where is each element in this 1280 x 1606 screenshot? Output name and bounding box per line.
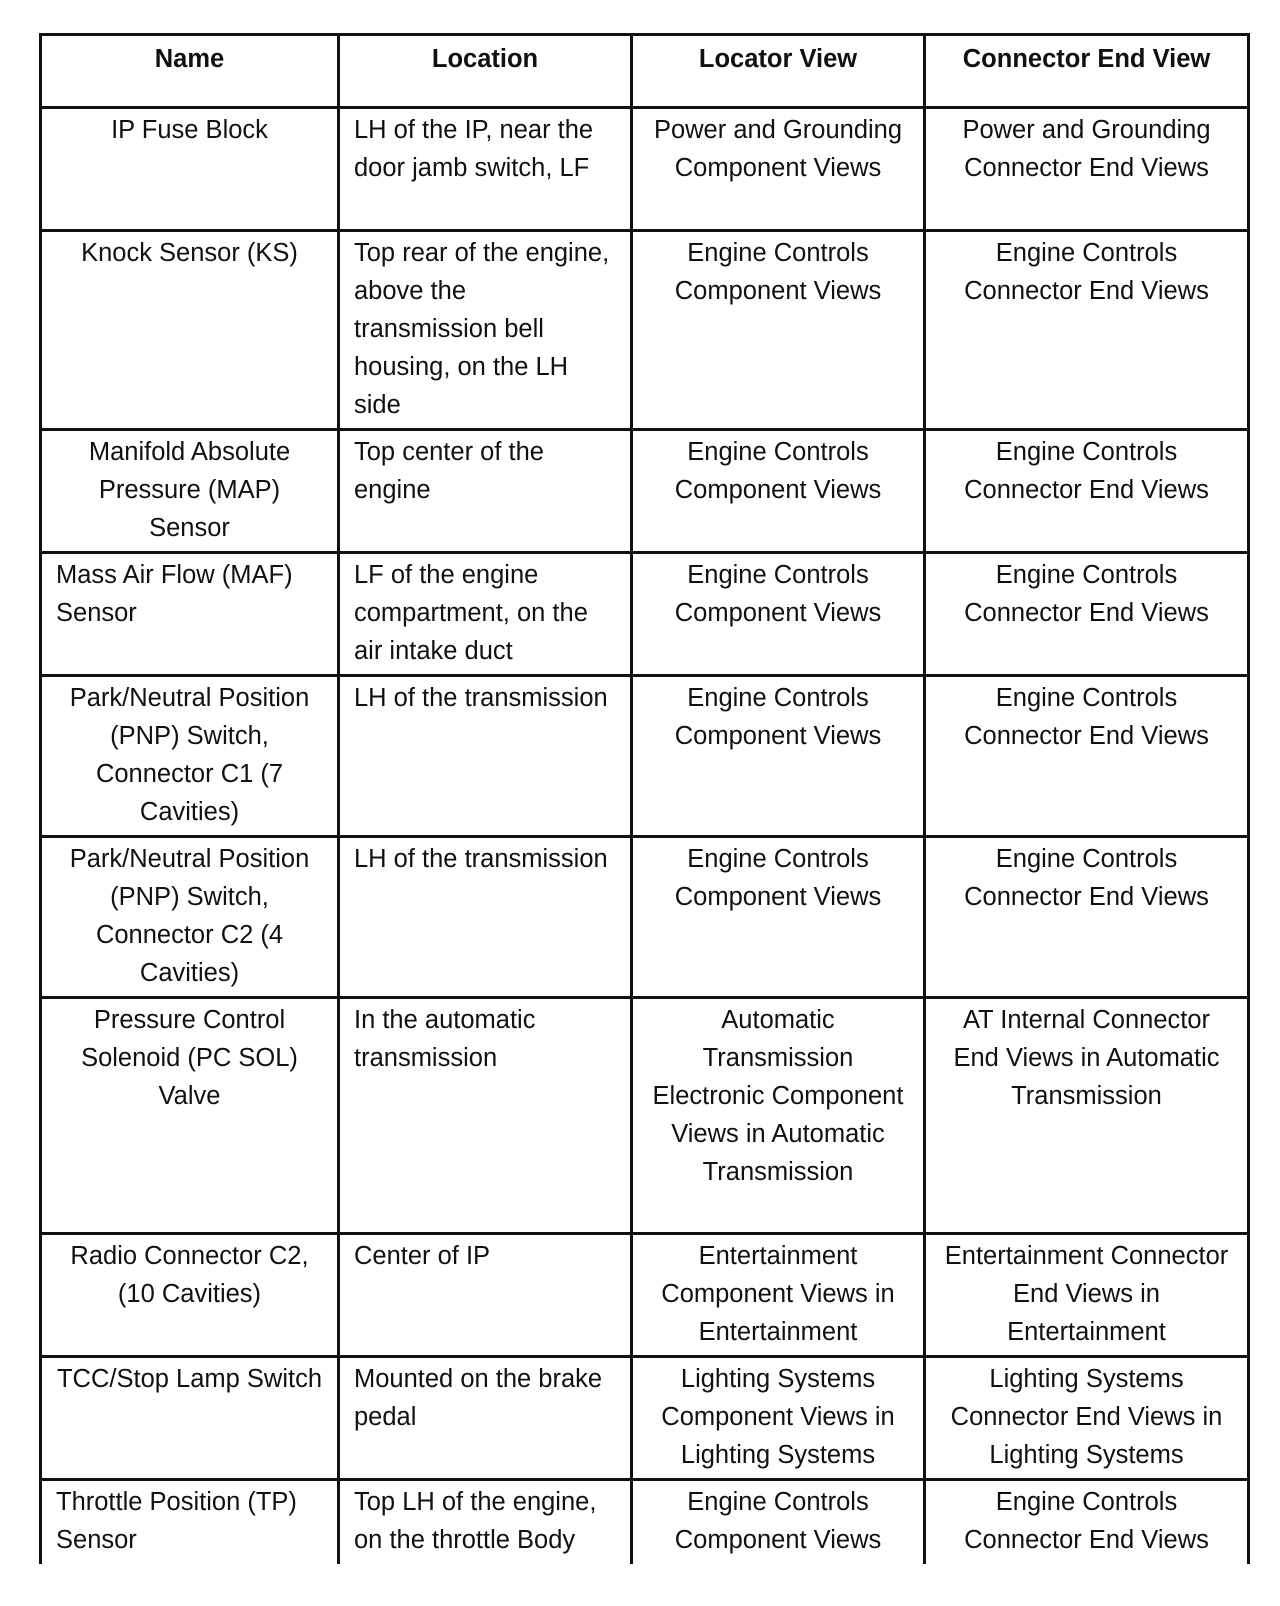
cell-name: Mass Air Flow (MAF) Sensor [41,553,339,676]
cell-location: LH of the transmission [339,676,632,837]
header-location: Location [339,35,632,108]
cell-location: Mounted on the brake pedal [339,1357,632,1480]
cell-name: Knock Sensor (KS) [41,231,339,430]
header-locator-view: Locator View [632,35,925,108]
cell-location: LF of the engine compartment, on the air intake duct [339,553,632,676]
table-row [41,553,1249,676]
table-row [41,1357,1249,1480]
cell-location: Top center of the engine [339,430,632,553]
table-row [41,430,1249,553]
table-row [41,676,1249,837]
cell-locator-view: Entertainment Component Views in Entertainment [632,1234,925,1357]
cell-connector-end-view: Engine Controls Connector End Views [925,837,1249,998]
cell-connector-end-view: Engine Controls Connector End Views [925,1480,1249,1564]
component-locator-table [39,33,1250,1564]
cell-locator-view: Engine Controls Component Views [632,676,925,837]
cell-locator-view: Power and Grounding Component Views [632,108,925,231]
table-row [41,1234,1249,1357]
cell-name: Park/Neutral Position (PNP) Switch, Connector C1 (7 Cavities) [41,676,339,837]
cell-connector-end-view: Lighting Systems Connector End Views in Lighting Systems [925,1357,1249,1480]
cell-location: LH of the transmission [339,837,632,998]
header-name: Name [41,35,339,108]
header-connector-end-view: Connector End View [925,35,1249,108]
cell-name: IP Fuse Block [41,108,339,231]
cell-location: LH of the IP, near the door jamb switch, LF [339,108,632,231]
cell-location: Top LH of the engine, on the throttle Body [339,1480,632,1564]
cell-name: Pressure Control Solenoid (PC SOL) Valve [41,998,339,1234]
table-row [41,108,1249,231]
table-header [41,35,1249,108]
cell-name: Throttle Position (TP) Sensor [41,1480,339,1564]
cell-locator-view: Engine Controls Component Views [632,231,925,430]
cell-locator-view: Engine Controls Component Views [632,553,925,676]
cell-location: Center of IP [339,1234,632,1357]
cell-connector-end-view: Power and Grounding Connector End Views [925,108,1249,231]
table-row [41,837,1249,998]
cell-name: Radio Connector C2, (10 Cavities) [41,1234,339,1357]
cell-name: Manifold Absolute Pressure (MAP) Sensor [41,430,339,553]
cell-connector-end-view: Engine Controls Connector End Views [925,676,1249,837]
table-body [41,108,1249,1564]
cell-locator-view: Engine Controls Component Views [632,1480,925,1564]
cell-connector-end-view: AT Internal Connector End Views in Automatic Transmission [925,998,1249,1234]
table-row [41,998,1249,1234]
cell-name: TCC/Stop Lamp Switch [41,1357,339,1480]
cell-connector-end-view: Entertainment Connector End Views in Entertainment [925,1234,1249,1357]
cell-name: Park/Neutral Position (PNP) Switch, Connector C2 (4 Cavities) [41,837,339,998]
table-row [41,231,1249,430]
cell-locator-view: Engine Controls Component Views [632,430,925,553]
cell-connector-end-view: Engine Controls Connector End Views [925,430,1249,553]
cell-location: In the automatic transmission [339,998,632,1234]
cell-locator-view: Engine Controls Component Views [632,837,925,998]
cell-location: Top rear of the engine, above the transmission bell housing, on the LH side [339,231,632,430]
cell-connector-end-view: Engine Controls Connector End Views [925,553,1249,676]
header-row [41,35,1249,108]
table-row [41,1480,1249,1564]
cell-locator-view: Lighting Systems Component Views in Lighting Systems [632,1357,925,1480]
cell-connector-end-view: Engine Controls Connector End Views [925,231,1249,430]
cell-locator-view: Automatic Transmission Electronic Component Views in Automatic Transmission [632,998,925,1234]
